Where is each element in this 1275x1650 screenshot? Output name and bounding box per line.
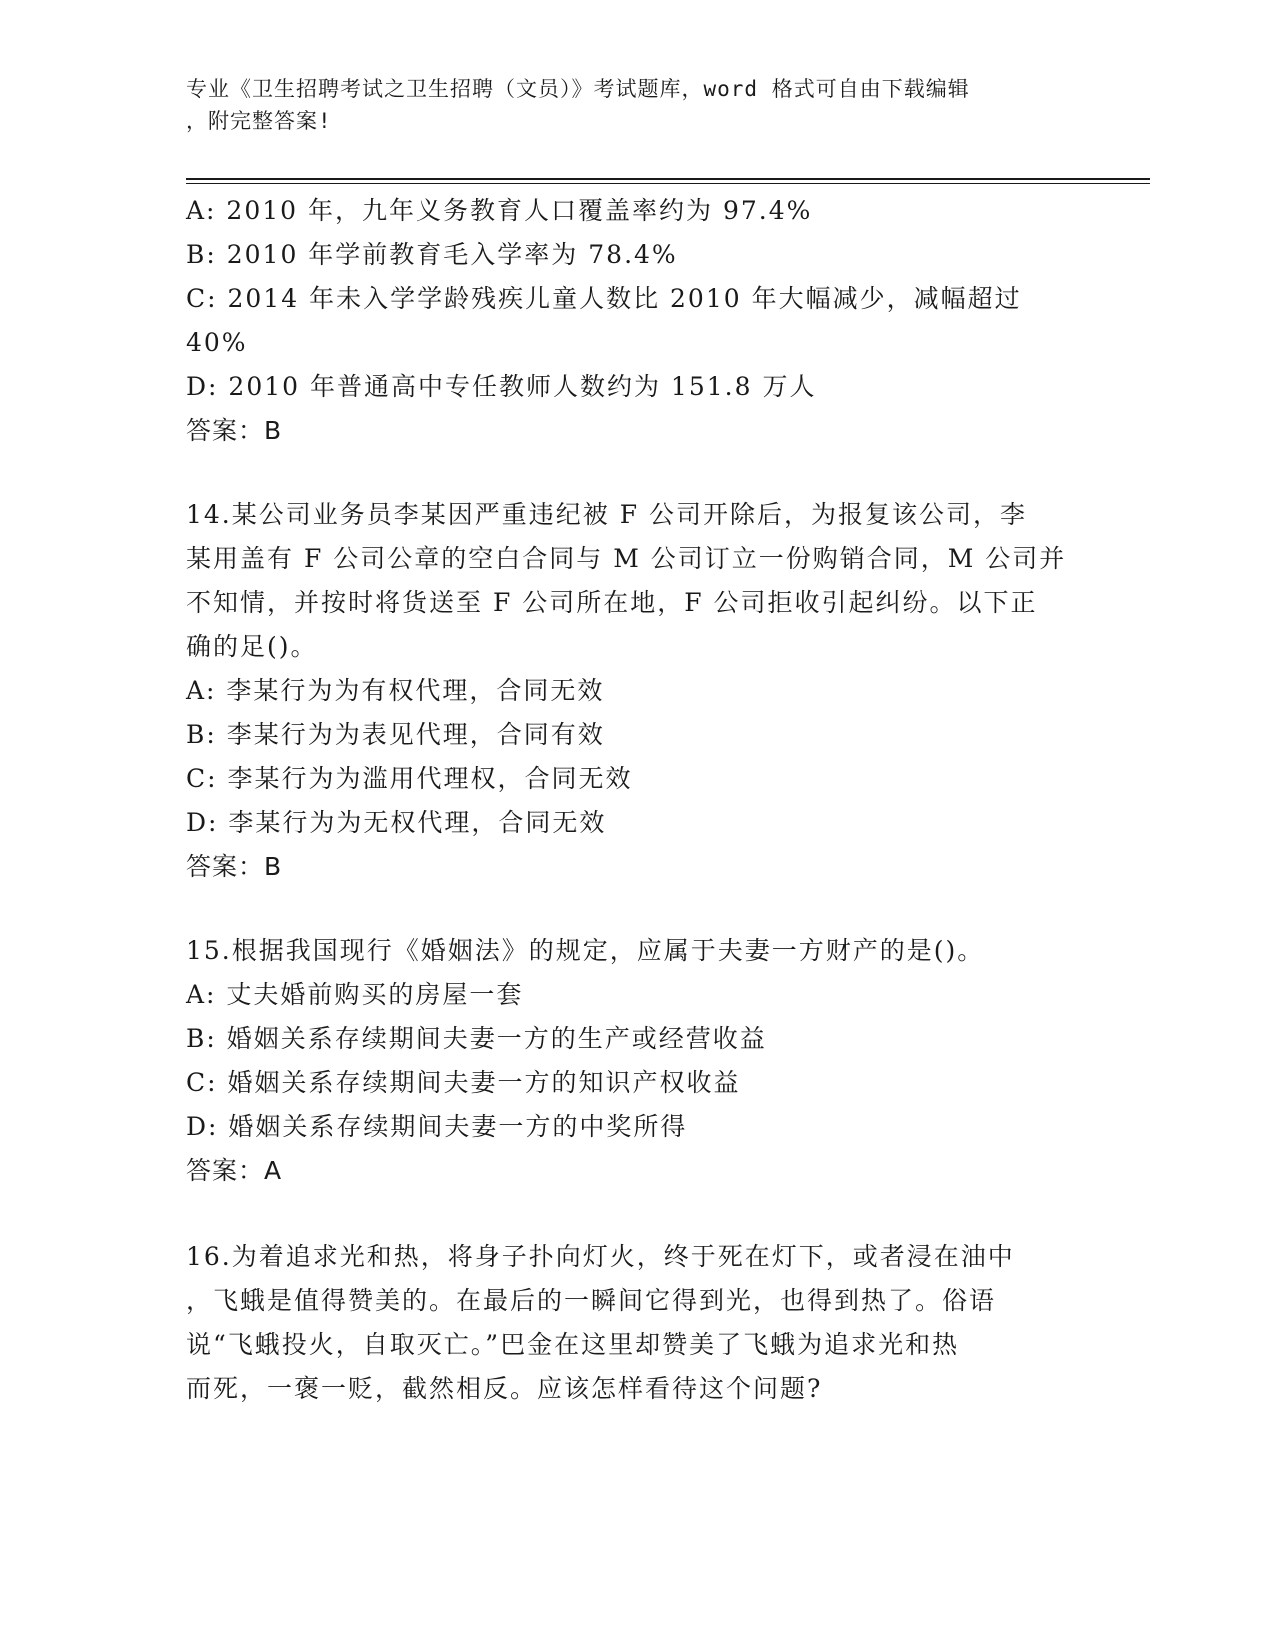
q15-option-a: A: 丈夫婚前购买的房屋一套 [186, 980, 524, 1009]
q14-stem-line-2: 某用盖有 F 公司公章的空白合同与 M 公司订立一份购销合同，M 公司并 [186, 544, 1067, 573]
q14-stem-line-4: 确的足()。 [186, 632, 318, 661]
q13-option-b: B: 2010 年学前教育毛入学率为 78.4% [186, 240, 678, 269]
q14-stem-line-3: 不知情，并按时将货送至 F 公司所在地，F 公司拒收引起纠纷。以下正 [186, 588, 1038, 617]
q13-option-c-line-2: 40% [186, 328, 248, 357]
q14-stem-line-1: 14.某公司业务员李某因严重违纪被 F 公司开除后，为报复该公司，李 [186, 500, 1028, 529]
q13-option-a: A: 2010 年，九年义务教育人口覆盖率约为 97.4% [186, 196, 813, 225]
header-divider-thick [186, 178, 1150, 180]
q16-stem-line-4: 而死，一褒一贬，截然相反。应该怎样看待这个问题? [186, 1374, 823, 1403]
q14-option-a: A: 李某行为为有权代理，合同无效 [186, 676, 605, 705]
header-divider-thin [186, 183, 1150, 184]
q14-option-c: C: 李某行为为滥用代理权，合同无效 [186, 764, 633, 793]
q15-stem: 15.根据我国现行《婚姻法》的规定，应属于夫妻一方财产的是()。 [186, 936, 985, 965]
q13-option-c-line-1: C: 2014 年未入学学龄残疾儿童人数比 2010 年大幅减少，减幅超过 [186, 284, 1022, 313]
q16-stem-line-2: ，飞蛾是值得赞美的。在最后的一瞬间它得到光，也得到热了。俗语 [186, 1286, 997, 1315]
q13-answer: 答案：B [186, 416, 283, 445]
header-title-line-2: ，附完整答案! [186, 109, 332, 133]
q14-answer: 答案：B [186, 852, 283, 881]
q15-option-b: B: 婚姻关系存续期间夫妻一方的生产或经营收益 [186, 1024, 767, 1053]
header-title-line-1: 专业《卫生招聘考试之卫生招聘（文员）》考试题库，word 格式可自由下载编辑 [186, 77, 970, 101]
q13-option-d: D: 2010 年普通高中专任教师人数约为 151.8 万人 [186, 372, 817, 401]
q16-stem-line-3: 说“飞蛾投火，自取灭亡。”巴金在这里却赞美了飞蛾为追求光和热 [186, 1330, 960, 1359]
q15-answer: 答案：A [186, 1156, 283, 1185]
q14-option-b: B: 李某行为为表见代理，合同有效 [186, 720, 605, 749]
q15-option-c: C: 婚姻关系存续期间夫妻一方的知识产权收益 [186, 1068, 741, 1097]
q14-option-d: D: 李某行为为无权代理，合同无效 [186, 808, 607, 837]
q16-stem-line-1: 16.为着追求光和热，将身子扑向灯火，终于死在灯下，或者浸在油中 [186, 1242, 1015, 1271]
q15-option-d: D: 婚姻关系存续期间夫妻一方的中奖所得 [186, 1112, 688, 1141]
